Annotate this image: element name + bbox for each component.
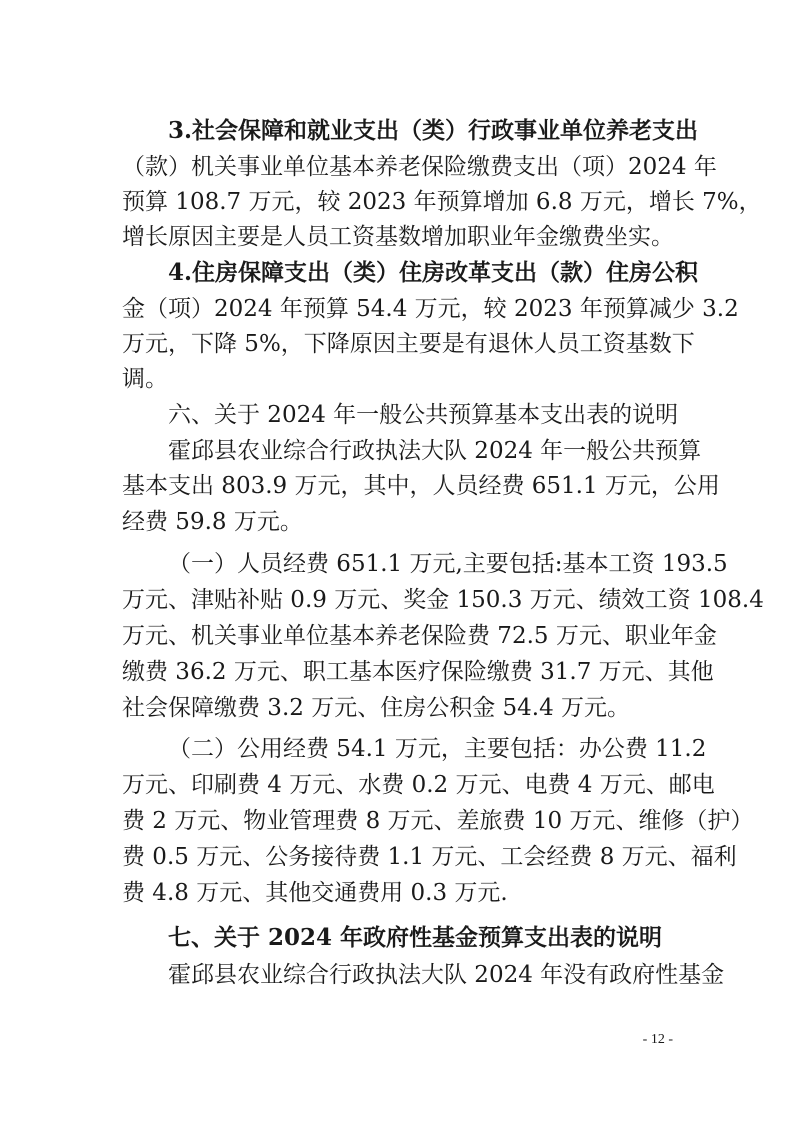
paragraph-line: 费 0.5 万元、公务接待费 1.1 万元、工会经费 8 万元、福利: [122, 844, 737, 870]
paragraph-line: 调。: [122, 366, 168, 392]
paragraph-line: 经费 59.8 万元。: [122, 509, 303, 535]
paragraph-line: 万元、津贴补贴 0.9 万元、奖金 150.3 万元、绩效工资 108.4: [122, 587, 764, 613]
paragraph-line: 万元、印刷费 4 万元、水费 0.2 万元、电费 4 万元、邮电: [122, 772, 715, 798]
paragraph-line: 万元、机关事业单位基本养老保险费 72.5 万元、职业年金: [122, 623, 717, 649]
section-heading: 七、关于 2024 年政府性基金预算支出表的说明: [168, 924, 663, 951]
page-number: - 12 -: [642, 1032, 673, 1047]
paragraph-line: （一）人员经费 651.1 万元,主要包括:基本工资 193.5: [168, 551, 728, 577]
paragraph-line: 万元，下降 5%，下降原因主要是有退休人员工资基数下: [122, 331, 695, 357]
paragraph-line: （款）机关事业单位基本养老保险缴费支出（项）2024 年: [122, 154, 717, 180]
paragraph-line: 基本支出 803.9 万元，其中，人员经费 651.1 万元，公用: [122, 473, 720, 499]
paragraph-line: 4.住房保障支出（类）住房改革支出（款）住房公积: [168, 259, 699, 286]
paragraph-line: （二）公用经费 54.1 万元，主要包括：办公费 11.2: [168, 736, 707, 762]
paragraph-line: 霍邱县农业综合行政执法大队 2024 年没有政府性基金: [168, 962, 725, 988]
paragraph-line: 增长原因主要是人员工资基数增加职业年金缴费坐实。: [122, 224, 674, 250]
section-heading: 六、关于 2024 年一般公共预算基本支出表的说明: [168, 402, 679, 428]
paragraph-line: 3.社会保障和就业支出（类）行政事业单位养老支出: [168, 117, 699, 144]
paragraph-line: 缴费 36.2 万元、职工基本医疗保险缴费 31.7 万元、其他: [122, 659, 714, 685]
paragraph-line: 金（项）2024 年预算 54.4 万元，较 2023 年预算减少 3.2: [122, 296, 739, 322]
paragraph-line: 费 2 万元、物业管理费 8 万元、差旅费 10 万元、维修（护）: [122, 808, 754, 834]
paragraph-line: 预算 108.7 万元，较 2023 年预算增加 6.8 万元，增长 7%，: [122, 189, 762, 215]
paragraph-line: 费 4.8 万元、其他交通费用 0.3 万元.: [122, 880, 508, 906]
paragraph-line: 社会保障缴费 3.2 万元、住房公积金 54.4 万元。: [122, 695, 631, 721]
paragraph-line: 霍邱县农业综合行政执法大队 2024 年一般公共预算: [168, 438, 702, 464]
